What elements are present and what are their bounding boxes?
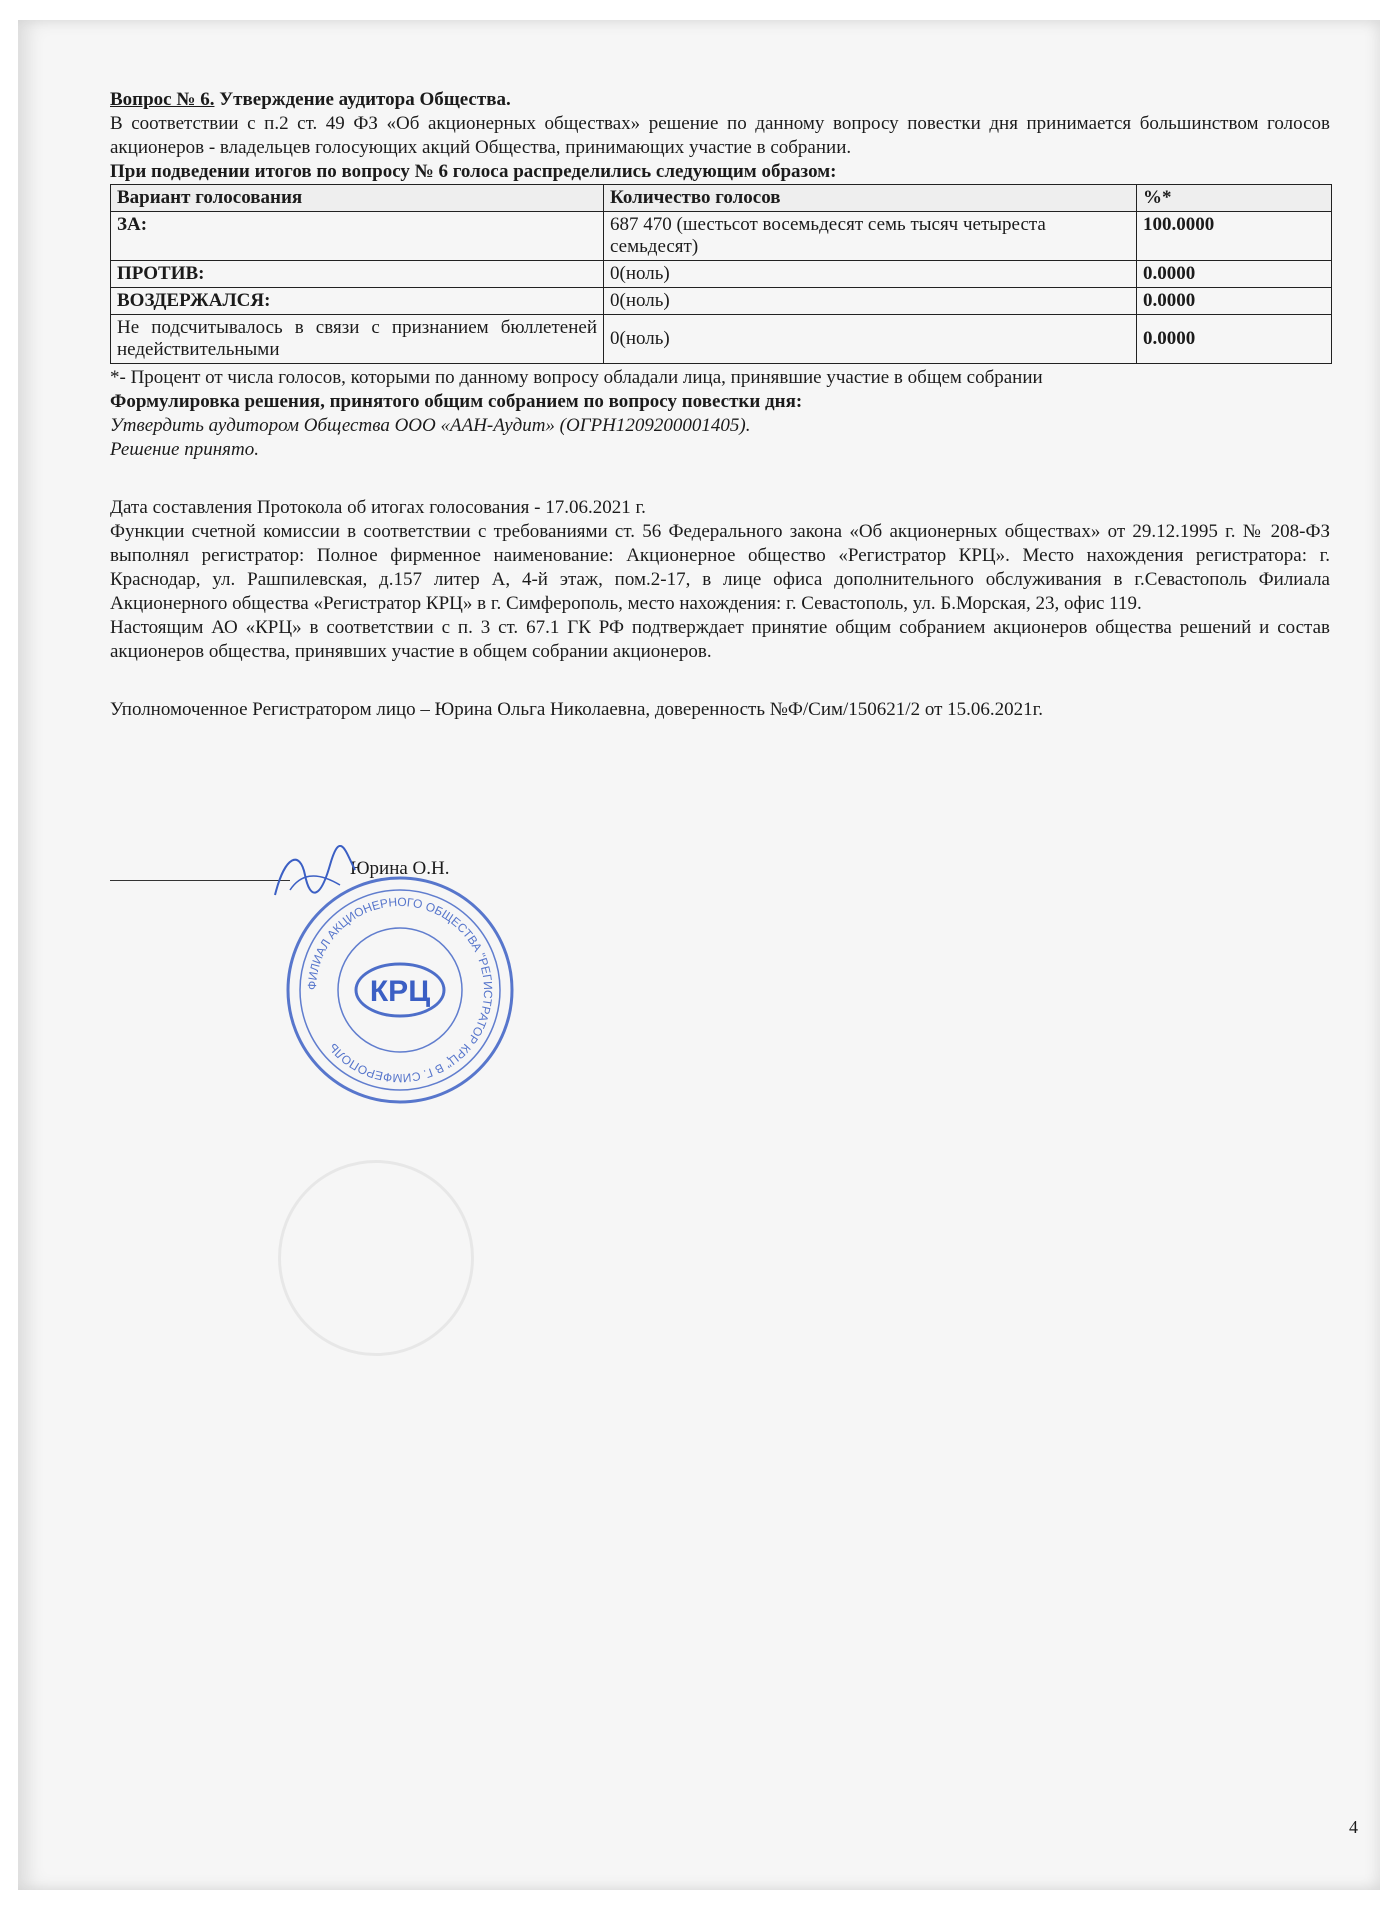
question-number: Вопрос № 6. [110,89,215,110]
table-row [111,315,1332,364]
row-option: Не подсчитывалось в связи с признанием бюллетеней недействительными [111,315,604,364]
decision-result: Решение принято. [110,439,259,460]
header-percent: %* [1137,185,1332,212]
counting-commission-paragraph: Функции счетной комиссии в соответствии с требованиями ст. 56 Федерального закона «Об акционерных обществах» от 29.12.1995 г. № 208-ФЗ выполнял регистратор: Полное фирменное наименование: Акционерное общество «Регистратор КРЦ». Место нахождения регистратора: г. Краснодар, ул. Рашпилевская, д.157 литер А, 4-й этаж, пом.2-17, в лице офиса дополнительного обслуживания в г.Севастополь Филиала Акционерного общества «Регистратор КРЦ» в г. Симферополь, место нахождения: г. Севастополь, ул. Б.Морская, 23, офис 119. [110,521,1330,614]
row-option: ВОЗДЕРЖАЛСЯ: [111,288,604,315]
table-row [111,212,1332,261]
row-votes: 0(ноль) [604,261,1137,288]
confirmation-paragraph: Настоящим АО «КРЦ» в соответствии с п. 3 ст. 67.1 ГК РФ подтверждает принятие общим собранием акционеров общества решений и состав акционеров общества, принявших участие в общем собрании акционеров. [110,617,1330,662]
decision-heading: Формулировка решения, принятого общим собранием по вопросу повестки дня: [110,391,803,412]
voting-results-table [110,184,1332,364]
table-caption: При подведении итогов по вопросу № 6 голоса распределились следующим образом: [110,161,837,182]
protocol-date: Дата составления Протокола об итогах голосования - 17.06.2021 г. [110,497,646,518]
question-title [110,88,1330,112]
row-percent: 0.0000 [1137,315,1332,364]
decision-text: Утвердить аудитором Общества ООО «ААН-Аудит» (ОГРН1209200001405). [110,415,751,436]
header-option: Вариант голосования [111,185,604,212]
row-percent: 0.0000 [1137,288,1332,315]
question-subject: Утверждение аудитора Общества. [214,89,511,110]
header-votes: Количество голосов [604,185,1137,212]
table-header-row [111,185,1332,212]
spacer [110,664,1330,698]
table-row [111,261,1332,288]
row-votes: 0(ноль) [604,288,1137,315]
spacer [110,462,1330,496]
signer-name: Юрина О.Н. [350,858,450,879]
row-votes: 687 470 (шестьсот восемьдесят семь тысяч четыреста семьдесят) [604,212,1137,261]
row-option: ПРОТИВ: [111,261,604,288]
row-percent: 0.0000 [1137,261,1332,288]
signature-line [110,880,290,881]
row-option: ЗА: [111,212,604,261]
row-votes: 0(ноль) [604,315,1137,364]
table-row [111,288,1332,315]
stamp-center-text: КРЦ [369,975,431,1008]
table-footnote: *- Процент от числа голосов, которыми по данному вопросу обладали лица, принявшие участие в общем собрании [110,367,1043,388]
authorized-person: Уполномоченное Регистратором лицо – Юрина Ольга Николаевна, доверенность №Ф/Сим/150621/2 от 15.06.2021г. [110,699,1044,720]
voting-rule-paragraph: В соответствии с п.2 ст. 49 ФЗ «Об акционерных обществах» решение по данному вопросу повестки дня принимается большинством голосов акционеров - владельцев голосующих акций Общества, принимающих участие в собрании. [110,113,1330,158]
stamp-ring-text: ФИЛИАЛ АКЦИОНЕРНОГО ОБЩЕСТВА "РЕГИСТРАТОР КРЦ" В Г. СИМФЕРОПОЛЬ [304,894,496,1086]
registrar-stamp [280,870,520,1110]
document-body [110,88,1330,722]
row-percent: 100.0000 [1137,212,1332,261]
page-number: 4 [1349,1817,1358,1837]
bleed-through-stamp [278,1160,474,1356]
